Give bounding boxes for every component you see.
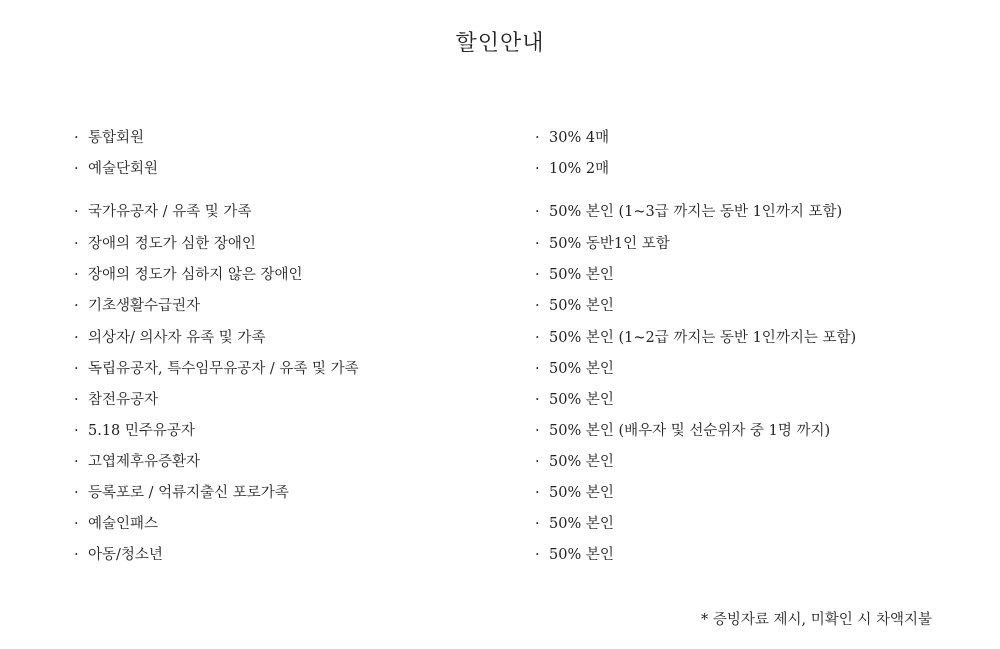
bullet-dot: · — [74, 130, 79, 146]
bullet-dot: · — [74, 236, 79, 252]
discount-cell — [535, 388, 614, 412]
category-label: 고엽제후유증환자 — [88, 454, 201, 470]
discount-row — [0, 419, 1000, 443]
bullet-dot: · — [74, 454, 79, 470]
discount-row — [0, 294, 1000, 318]
bullet-dot: · — [74, 267, 79, 283]
category-cell — [74, 512, 158, 536]
discount-row — [0, 450, 1000, 474]
category-label: 5.18 민주유공자 — [88, 423, 195, 439]
discount-cell — [535, 200, 842, 224]
category-cell — [74, 419, 195, 443]
discount-row — [0, 512, 1000, 536]
discount-cell — [535, 481, 614, 505]
discount-label: 50% 본인 — [549, 392, 614, 408]
category-label: 참전유공자 — [88, 392, 159, 408]
bullet-dot: · — [74, 547, 79, 563]
discount-row — [0, 481, 1000, 505]
category-label: 장애의 정도가 심하지 않은 장애인 — [88, 267, 303, 283]
discount-label: 50% 본인 — [549, 516, 614, 532]
category-cell — [74, 126, 144, 150]
discount-row — [0, 126, 1000, 150]
category-cell — [74, 232, 256, 256]
discount-label: 10% 2매 — [549, 161, 610, 177]
bullet-dot: · — [535, 547, 540, 563]
discount-row — [0, 543, 1000, 567]
discount-label: 50% 본인 — [549, 267, 614, 283]
bullet-dot: · — [535, 161, 540, 177]
discount-row — [0, 157, 1000, 181]
bullet-dot: · — [74, 392, 79, 408]
category-cell — [74, 200, 251, 224]
bullet-dot: · — [74, 361, 79, 377]
category-label: 의상자/ 의사자 유족 및 가족 — [88, 330, 266, 346]
discount-row — [0, 263, 1000, 287]
category-label: 아동/청소년 — [88, 547, 163, 563]
category-label: 국가유공자 / 유족 및 가족 — [88, 204, 252, 220]
footnote: * 증빙자료 제시, 미확인 시 차액지불 — [700, 612, 932, 628]
bullet-dot: · — [535, 454, 540, 470]
bullet-dot: · — [535, 330, 540, 346]
bullet-dot: · — [535, 298, 540, 314]
bullet-dot: · — [535, 204, 540, 220]
bullet-dot: · — [74, 485, 79, 501]
discount-label: 50% 동반1인 포함 — [549, 236, 670, 252]
category-cell — [74, 388, 158, 412]
category-cell — [74, 326, 265, 350]
bullet-dot: · — [535, 236, 540, 252]
bullet-dot: · — [74, 516, 79, 532]
discount-cell — [535, 263, 614, 287]
bullet-dot: · — [535, 423, 540, 439]
discount-row — [0, 357, 1000, 381]
discount-label: 50% 본인 (1~2급 까지는 동반 1인까지는 포함) — [549, 330, 857, 346]
discount-cell — [535, 512, 614, 536]
category-cell — [74, 263, 303, 287]
category-label: 예술인패스 — [88, 516, 159, 532]
bullet-dot: · — [535, 485, 540, 501]
category-cell — [74, 157, 158, 181]
discount-cell — [535, 126, 609, 150]
category-cell — [74, 450, 200, 474]
bullet-dot: · — [74, 330, 79, 346]
category-cell — [74, 543, 163, 567]
discount-label: 50% 본인 — [549, 361, 614, 377]
discount-cell — [535, 357, 614, 381]
bullet-dot: · — [535, 267, 540, 283]
discount-row — [0, 388, 1000, 412]
discount-row — [0, 326, 1000, 350]
bullet-dot: · — [535, 130, 540, 146]
discount-label: 50% 본인 — [549, 454, 614, 470]
category-cell — [74, 357, 359, 381]
bullet-dot: · — [535, 516, 540, 532]
discount-row — [0, 200, 1000, 224]
discount-cell — [535, 543, 614, 567]
discount-label: 50% 본인 — [549, 547, 614, 563]
page-title: 할인안내 — [455, 31, 545, 56]
category-label: 기초생활수급권자 — [88, 298, 201, 314]
bullet-dot: · — [74, 298, 79, 314]
discount-cell — [535, 450, 614, 474]
discount-cell — [535, 419, 830, 443]
category-label: 등록포로 / 억류지출신 포로가족 — [88, 485, 289, 501]
category-label: 독립유공자, 특수임무유공자 / 유족 및 가족 — [88, 361, 359, 377]
discount-cell — [535, 232, 670, 256]
category-label: 장애의 정도가 심한 장애인 — [88, 236, 256, 252]
category-cell — [74, 294, 200, 318]
discount-label: 50% 본인 (1~3급 까지는 동반 1인까지 포함) — [549, 204, 843, 220]
discount-label: 50% 본인 — [549, 298, 614, 314]
category-label: 예술단회원 — [88, 161, 159, 177]
bullet-dot: · — [74, 204, 79, 220]
discount-row — [0, 232, 1000, 256]
category-cell — [74, 481, 289, 505]
bullet-dot: · — [535, 392, 540, 408]
category-label: 통합회원 — [88, 130, 145, 146]
bullet-dot: · — [74, 161, 79, 177]
discount-label: 30% 4매 — [549, 130, 610, 146]
discount-label: 50% 본인 — [549, 485, 614, 501]
bullet-dot: · — [74, 423, 79, 439]
discount-cell — [535, 157, 609, 181]
discount-cell — [535, 294, 614, 318]
discount-label: 50% 본인 (배우자 및 선순위자 중 1명 까지) — [549, 423, 831, 439]
bullet-dot: · — [535, 361, 540, 377]
discount-cell — [535, 326, 856, 350]
